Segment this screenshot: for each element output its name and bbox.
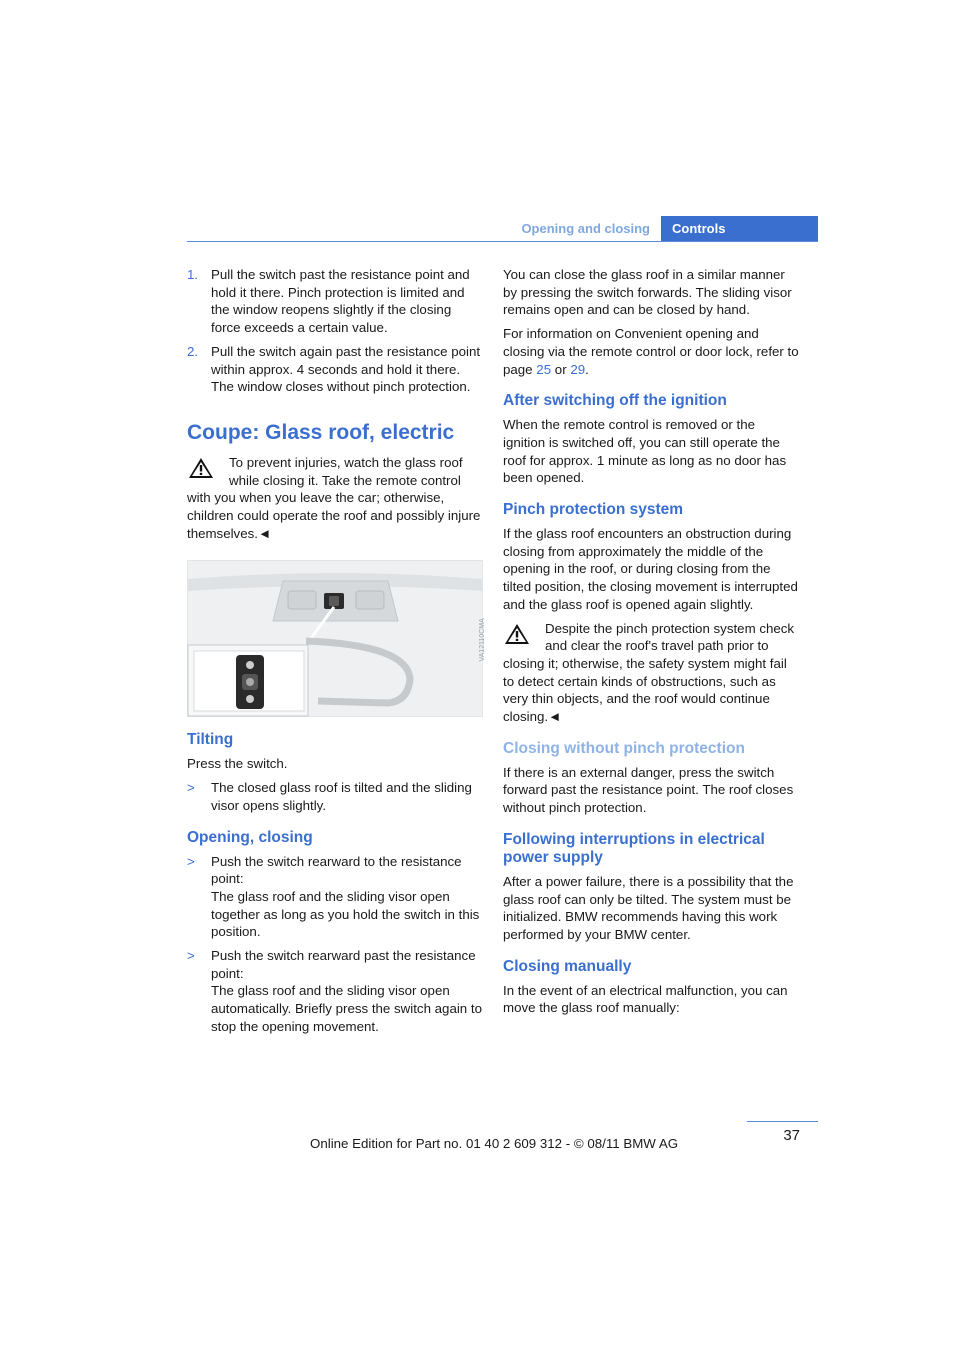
bullet-line: Push the switch rearward to the resistance point:: [211, 853, 462, 887]
step-number: 1.: [187, 267, 199, 282]
bullet-text: The closed glass roof is tilted and the sliding visor opens slightly.: [211, 780, 472, 813]
left-column: [187, 266, 486, 1042]
following-text: After a power failure, there is a possibility that the glass roof can only be tilted. The system must be initialized. BMW recommends having this work performed by your BMW center.: [503, 873, 794, 942]
right-column: [503, 266, 799, 1023]
opening-heading: Opening, closing: [187, 828, 313, 846]
warning-text: Despite the pinch protection system check and clear the roof's travel path prior to closing it; otherwise, the safety system might fail to detect certain kinds of obstructions, such as very thin objects, and the roof would continue closing.: [503, 620, 795, 725]
manual-heading: Closing manually: [503, 957, 632, 975]
warning-end-mark: ◄: [257, 525, 272, 541]
page-link-25[interactable]: 25: [536, 361, 552, 377]
section-title: Coupe: Glass roof, electric: [187, 420, 455, 444]
bullet-line: Push the switch rearward past the resistance point:: [211, 948, 476, 981]
opening-bullet-2: [187, 947, 482, 1036]
bullet-line: The glass roof and the sliding visor open together as long as you hold the switch in this position.: [211, 888, 480, 940]
tilting-heading: Tilting: [187, 731, 234, 749]
step-text: Pull the switch again past the resistance point within approx. 4 seconds and hold it there. The window closes without pinch protection.: [211, 343, 481, 395]
step-2: [187, 343, 482, 396]
page-link-29[interactable]: 29: [570, 361, 586, 377]
warning-icon: [503, 622, 531, 646]
header-divider: [187, 241, 818, 242]
after-ignition-heading: After switching off the ignition: [503, 392, 727, 410]
bullet-marker: >: [187, 853, 195, 869]
step-number: 2.: [187, 343, 199, 359]
closing-without-heading: Closing without pinch protection: [503, 739, 745, 757]
paragraph-text: .: [585, 361, 589, 377]
bullet-line: The glass roof and the sliding visor open automatically. Briefly press the switch again to stop the opening movement.: [211, 983, 482, 1034]
footer-edition: Online Edition for Part no. 01 40 2 609 312 - © 08/11 BMW AG: [310, 1136, 679, 1151]
manual-text: In the event of an electrical malfunction, you can move the glass roof manually:: [503, 982, 788, 1016]
pinch-warning-block: [503, 620, 799, 726]
bullet-marker: >: [187, 780, 195, 796]
closing-without-text: If there is an external danger, press the switch forward past the resistance point. The roof closes without pinch protection.: [503, 764, 794, 816]
header-section-title: Opening and closing: [521, 221, 650, 236]
header-chapter-tab: Controls: [661, 216, 818, 242]
following-heading: Following interruptions in electrical power supply: [503, 830, 765, 866]
step-text: Pull the switch past the resistance point and hold it there. Pinch protection is limited and the window reopens slightly if the closing force exceeds a certain value.: [211, 267, 470, 336]
tilting-bullet: [187, 779, 482, 814]
pinch-heading: Pinch protection system: [503, 501, 684, 519]
page-number: 37: [783, 1127, 800, 1144]
warning-text: To prevent injuries, watch the glass roof while closing it. Take the remote control with you when you leave the car; otherwise, children could operate the roof and possibly injure themselves.: [187, 454, 481, 541]
tilting-text: Press the switch.: [187, 756, 288, 772]
opening-bullet-1: [187, 853, 482, 942]
step-1: [187, 266, 482, 337]
paragraph-with-links: [503, 325, 799, 378]
pinch-text: If the glass roof encounters an obstruction during closing from approximately the middle of the opening in the roof, or during closing from the tilted position, the closing movement is interrupted and the glass roof is opened again slightly.: [503, 526, 798, 612]
overhead-console-illustration: [188, 561, 482, 716]
figure-code: VA12110CMA: [478, 618, 486, 662]
after-ignition-text: When the remote control is removed or the ignition is switched off, you can still operate the roof for approx. 1 minute as long as no door has been opened.: [503, 417, 787, 486]
paragraph: You can close the glass roof in a similar manner by pressing the switch forwards. The sliding visor remains open and can be closed by hand.: [503, 267, 792, 318]
roof-switch-illustration: [187, 560, 486, 717]
paragraph-text: For information on Convenient opening and closing via the remote control or door lock, refer to page: [503, 326, 799, 377]
paragraph-text: or: [554, 361, 567, 377]
bullet-marker: >: [187, 948, 195, 964]
warning-end-mark: ◄: [548, 709, 562, 725]
warning-block: [187, 454, 482, 543]
footer-divider: [747, 1121, 818, 1122]
warning-icon: [187, 456, 215, 480]
